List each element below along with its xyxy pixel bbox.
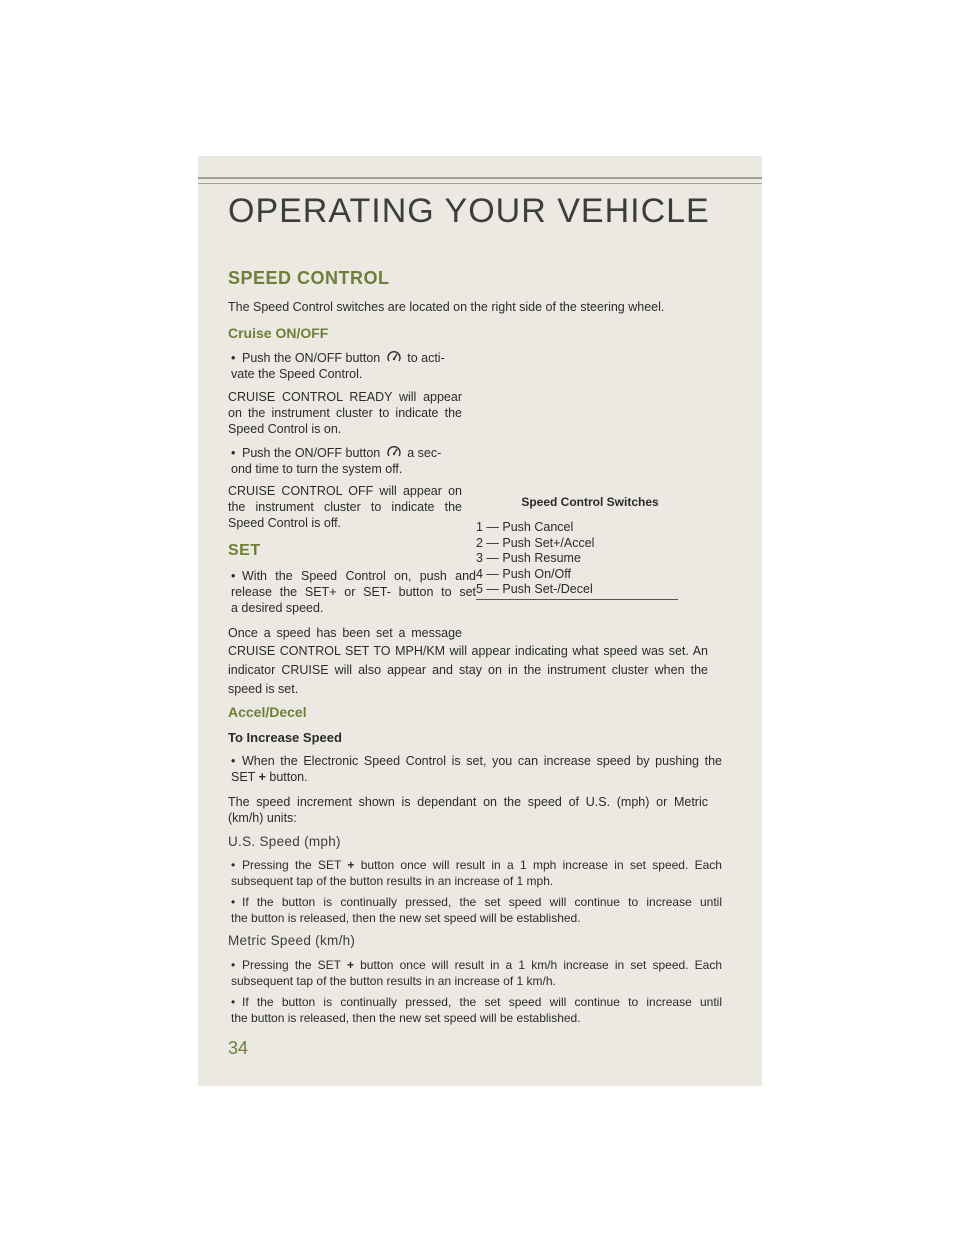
set-heading: SET — [228, 542, 261, 559]
increment-paragraph: The speed increment shown is dependant on the speed of U.S. (mph) or Metric (km/h) units: — [228, 795, 708, 825]
manual-page — [198, 156, 762, 1086]
speed-control-heading: SPEED CONTROL — [228, 268, 390, 288]
legend-divider — [476, 599, 678, 600]
legend-item: 5 — Push Set-/Decel — [476, 582, 593, 596]
us-bullet-2: • If the button is continually pressed, the set speed will continue to increase until the button is released, then the new set speed will be established. — [231, 895, 722, 925]
cruise-off-paragraph: CRUISE CONTROL OFF will appear on the instrument cluster to indicate the Speed Control is off. — [228, 484, 462, 530]
cruise-control-icon — [386, 445, 402, 459]
set-paragraph-line1: Once a speed has been set a message — [228, 626, 462, 640]
us-bullet-1: • Pressing the SET + button once will result in a 1 mph increase in set speed. Each subsequent tap of the button results in an increase of 1 mph. — [231, 858, 722, 888]
page-number: 34 — [228, 1038, 249, 1058]
header-rule-thin — [198, 183, 762, 184]
legend-item: 3 — Push Resume — [476, 551, 581, 565]
figure-legend — [476, 520, 706, 598]
accel-decel-heading: Accel/Decel — [228, 704, 307, 720]
cruise-bullet-on: • Push the ON/OFF button to acti- vate the Speed Control. — [231, 351, 445, 381]
cruise-bullet-off: • Push the ON/OFF button a sec- ond time to turn the system off. — [231, 446, 442, 476]
cruise-ready-paragraph: CRUISE CONTROL READY will appear on the instrument cluster to indicate the Speed Control is on. — [228, 390, 462, 436]
legend-item: 2 — Push Set+/Accel — [476, 535, 595, 550]
speed-control-intro: The Speed Control switches are located on the right side of the steering wheel. — [228, 300, 665, 314]
legend-item: 4 — Push On/Off — [476, 566, 571, 581]
cruise-heading: Cruise ON/OFF — [228, 325, 329, 341]
legend-item: 1 — Push Cancel — [476, 520, 574, 534]
figure-caption: Speed Control Switches — [521, 495, 659, 509]
metric-bullet-2: • If the button is continually pressed, the set speed will continue to increase until the button is released, then the new set speed will be established. — [231, 995, 722, 1025]
cruise-control-icon — [386, 350, 402, 364]
section-header: OPERATING YOUR VEHICLE — [228, 192, 710, 230]
metric-speed-heading: Metric Speed (km/h) — [228, 933, 356, 948]
increase-speed-heading: To Increase Speed — [228, 730, 342, 745]
metric-bullet-1: • Pressing the SET + button once will result in a 1 km/h increase in set speed. Each subsequent tap of the button results in an increase of 1 km/h. — [231, 958, 722, 988]
set-bullet: • With the Speed Control on, push and release the SET+ or SET- button to set a desired speed. — [231, 569, 476, 615]
header-rule — [198, 177, 762, 179]
us-speed-heading: U.S. Speed (mph) — [228, 834, 341, 849]
accel-bullet: • When the Electronic Speed Control is set, you can increase speed by pushing the SET + button. — [231, 754, 722, 784]
set-paragraph: CRUISE CONTROL SET TO MPH/KM will appear indicating what speed was set. An indicator CRUISE will also appear and stay on in the instrument cluster when the speed is set. — [228, 644, 708, 696]
